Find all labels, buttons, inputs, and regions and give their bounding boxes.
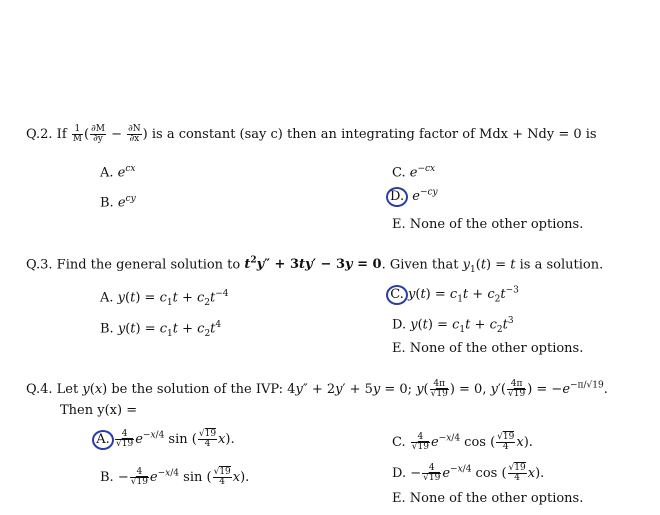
selected-answer-circle: A. xyxy=(92,430,114,450)
q2-option-b[interactable]: B. $e^{cy}$ xyxy=(100,194,136,211)
q4-option-d[interactable]: D. − $\frac{4}{√19}$ $e^{-x/4}$ cos ( $\frac{√19}{4}$ x). xyxy=(392,463,545,483)
q4-stem-line1: Q.4. Let y(x) be the solution of the IVP: 4y″ + 2y′ + 5y = 0; y( $\frac{4\pi}{√19}$ ) = 0, y′( $\frac{4\pi}{√19}$ ) = $-e^{-\pi/√19}$. xyxy=(26,379,608,399)
q3-option-b[interactable]: B. $y(t) = c_1t + c_2t^4$ xyxy=(100,320,222,339)
q2-option-c[interactable]: C. $e^{-cx}$ xyxy=(392,164,436,181)
q3-option-c[interactable]: C. $y(t) = c_1t + c_2t^{-3}$ xyxy=(386,285,519,305)
q2-condition-text: is a constant (say c) then an integrating factor of Mdx + Ndy = 0 is xyxy=(151,127,597,142)
q4-option-a[interactable]: A. $\frac{4}{√19}$ $e^{-x/4}$ sin ( $\frac{√19}{4}$ x). xyxy=(92,430,235,450)
q4-option-e[interactable]: E. None of the other options. xyxy=(392,491,584,506)
q2-option-e[interactable]: E. None of the other options. xyxy=(392,217,584,232)
q4-option-b[interactable]: B. − $\frac{4}{√19}$ $e^{-x/4}$ sin ( $\frac{√19}{4}$ x). xyxy=(100,467,250,487)
fraction-1-over-m: $\frac{1}{M}$ xyxy=(72,124,82,144)
q4-stem-line2: Then y(x) = xyxy=(60,403,138,418)
q3-option-d[interactable]: D. $y(t) = c_1t + c_2t^3$ xyxy=(392,316,514,335)
fraction-dn-dx: $\frac{\partial N}{\partial x}$ xyxy=(128,124,141,144)
q2-stem: Q.2. If $\frac{1}{M}$ ( $\frac{\partial M}{\partial y}$ − $\frac{\partial N}{\partial x}$ ) is a constant (say c) then an integrating factor of Mdx + Ndy = 0 is xyxy=(26,124,597,144)
q3-option-e[interactable]: E. None of the other options. xyxy=(392,341,584,356)
q3-stem: Q.3. Find the general solution to $t^2y'' + 3ty' - 3y = 0$. Given that $y_1(t) = t$ is a solution. xyxy=(26,256,604,275)
fraction-dm-dy: $\frac{\partial M}{\partial y}$ xyxy=(91,124,105,144)
q3-option-a[interactable]: A. $y(t) = c_1t + c_2t^{-4}$ xyxy=(100,289,229,308)
q4-option-c[interactable]: C. $\frac{4}{√19}$ $e^{-x/4}$ cos ( $\frac{√19}{4}$ x). xyxy=(392,432,533,452)
selected-answer-circle: C. xyxy=(386,285,408,305)
selected-answer-circle: D. xyxy=(386,187,408,207)
q2-option-d[interactable]: D. $e^{-cy}$ xyxy=(386,187,438,207)
q2-option-a[interactable]: A. $e^{cx}$ xyxy=(100,164,136,181)
